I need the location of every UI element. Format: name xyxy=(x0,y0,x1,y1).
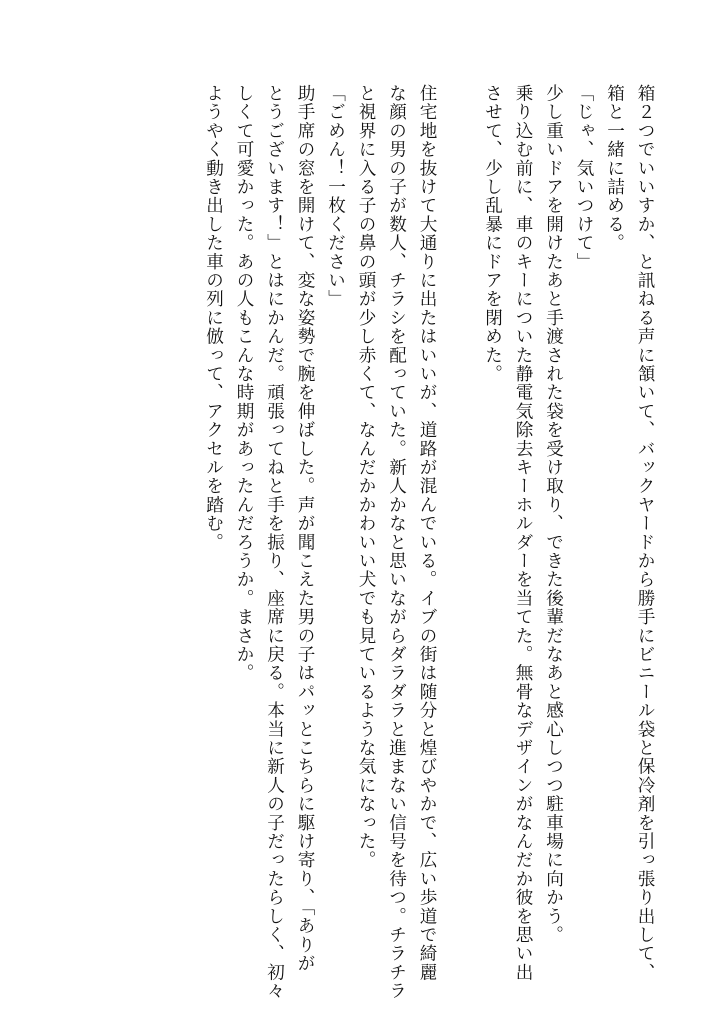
text-line: 箱と一緒に詰める。 xyxy=(604,84,625,253)
text-line: 乗り込む前に、車のキーについた静電気除去キーホルダーを当てた。無骨なデザインがなんだか彼を思い出 xyxy=(513,84,533,982)
text-line: 助手席の窓を開けて、変な姿勢で腕を伸ばした。声が聞こえた男の子はパッとこちらに駆け寄り、「ありが xyxy=(295,84,315,973)
text-line: 「じゃ、気いつけて」 xyxy=(574,84,594,271)
text-line: ようやく動き出した車の列に倣って、アクセルを踏む。 xyxy=(203,84,224,552)
vertical-text-body xyxy=(40,84,660,1001)
text-line: させて、少し乱暴にドアを閉めた。 xyxy=(482,84,503,384)
text-line: と視界に入る子の鼻の頭が少し赤くて、なんだかかわいい犬でも見ているような気になった。 xyxy=(356,84,376,870)
text-line: とうございます！」とはにかんだ。頑張ってねと手を振り、座席に戻る。本当に新人の子だったらしく、初々 xyxy=(264,84,285,1001)
text-line: 少し重いドアを開けたあと手渡された袋を受け取り、できた後輩だなあと感心しつつ駐車場に向かう。 xyxy=(543,84,564,945)
text-line: しくて可愛かった。あの人もこんな時期があったんだろうか。まさか。 xyxy=(234,84,254,683)
text-line: な顔の男の子が数人、チラシを配っていた。新人かなと思いながらダラダラと進まない信号を待つ。チラチラ xyxy=(386,84,407,1001)
text-line: 住宅地を抜けて大通りに出たはいいが、道路が混んでいる。イブの街は随分と煌びやかで、広い歩道で綺麗 xyxy=(417,84,437,982)
paragraph-gap xyxy=(442,84,477,956)
text-line: 「ごめん！一枚ください」 xyxy=(325,84,346,309)
text-line: 箱２つでいいすか、と訊ねる声に頷いて、バックヤードから勝手にビニール袋と保冷剤を引っ張り出して、 xyxy=(635,84,655,982)
